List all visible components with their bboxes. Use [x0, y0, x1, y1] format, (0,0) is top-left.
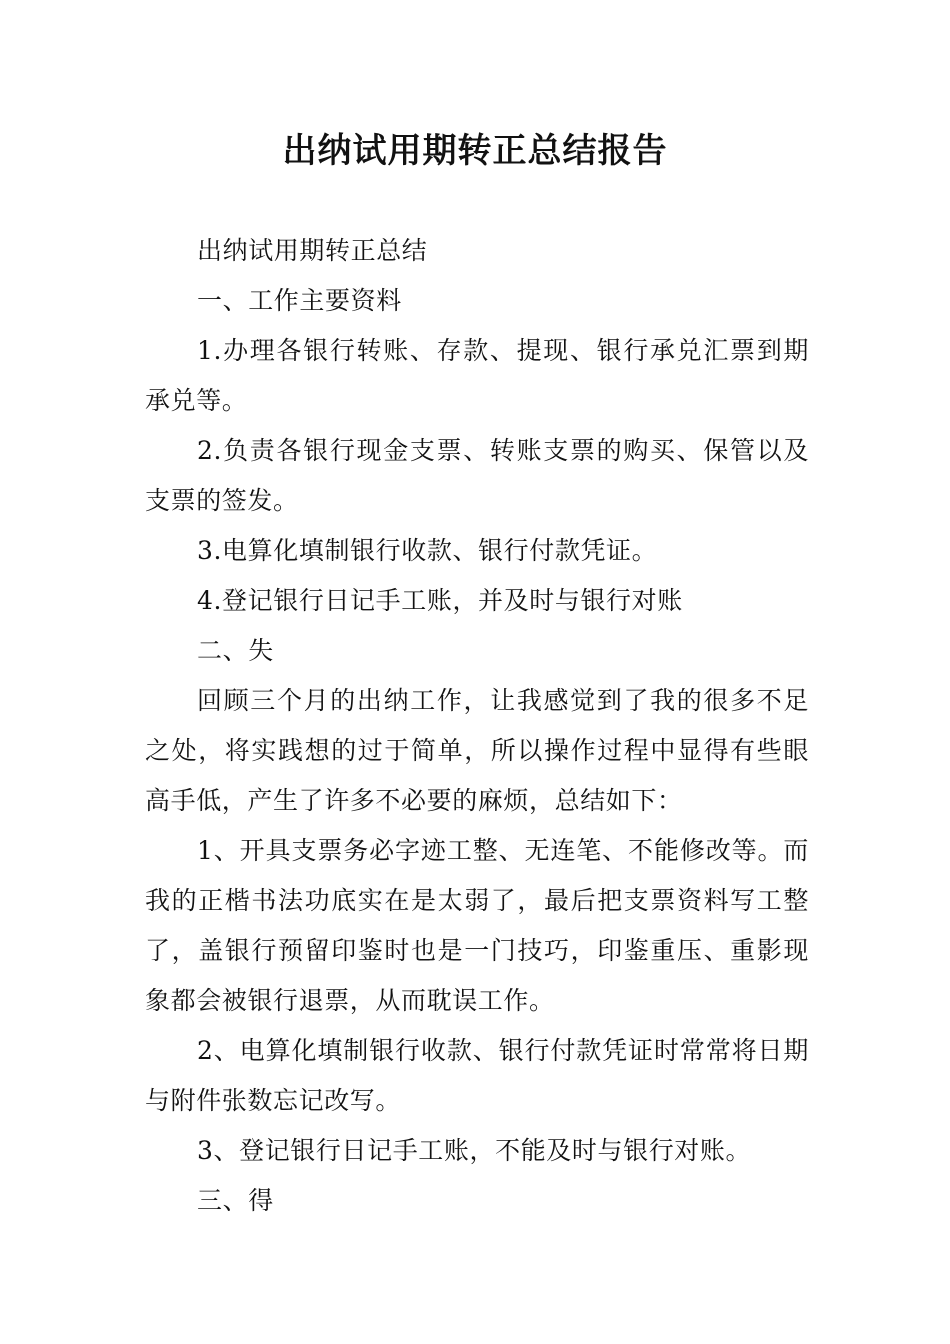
paragraph-item-4: 4.登记银行日记手工账，并及时与银行对账 [197, 586, 683, 615]
paragraph-shortcoming-1: 1、开具支票务必字迹工整、无连笔、不能修改等。而我的正楷书法功底实在是太弱了，最后把支票资料写工整了，盖银行预留印鉴时也是一门技巧，印鉴重压、重影现象都会被银行退票，从而耽误工作。 [145, 836, 809, 1015]
paragraph-subtitle: 出纳试用期转正总结 [197, 236, 428, 265]
document-body [145, 226, 809, 1226]
paragraph-section-2-heading: 二、失 [197, 636, 274, 665]
paragraph-review: 回顾三个月的出纳工作，让我感觉到了我的很多不足之处，将实践想的过于简单，所以操作过程中显得有些眼高手低，产生了许多不必要的麻烦，总结如下： [145, 686, 809, 815]
paragraph-section-3-heading: 三、得 [197, 1186, 274, 1215]
document-title: 出纳试用期转正总结报告 [282, 131, 668, 171]
paragraph-section-1-heading: 一、工作主要资料 [197, 286, 402, 315]
paragraph-item-2: 2.负责各银行现金支票、转账支票的购买、保管以及支票的签发。 [145, 436, 809, 515]
paragraph-shortcoming-2: 2、电算化填制银行收款、银行付款凭证时常常将日期与附件张数忘记改写。 [145, 1036, 809, 1115]
paragraph-item-1: 1.办理各银行转账、存款、提现、银行承兑汇票到期承兑等。 [145, 336, 809, 415]
paragraph-shortcoming-3: 3、登记银行日记手工账，不能及时与银行对账。 [197, 1136, 752, 1165]
paragraph-item-3: 3.电算化填制银行收款、银行付款凭证。 [197, 536, 658, 565]
